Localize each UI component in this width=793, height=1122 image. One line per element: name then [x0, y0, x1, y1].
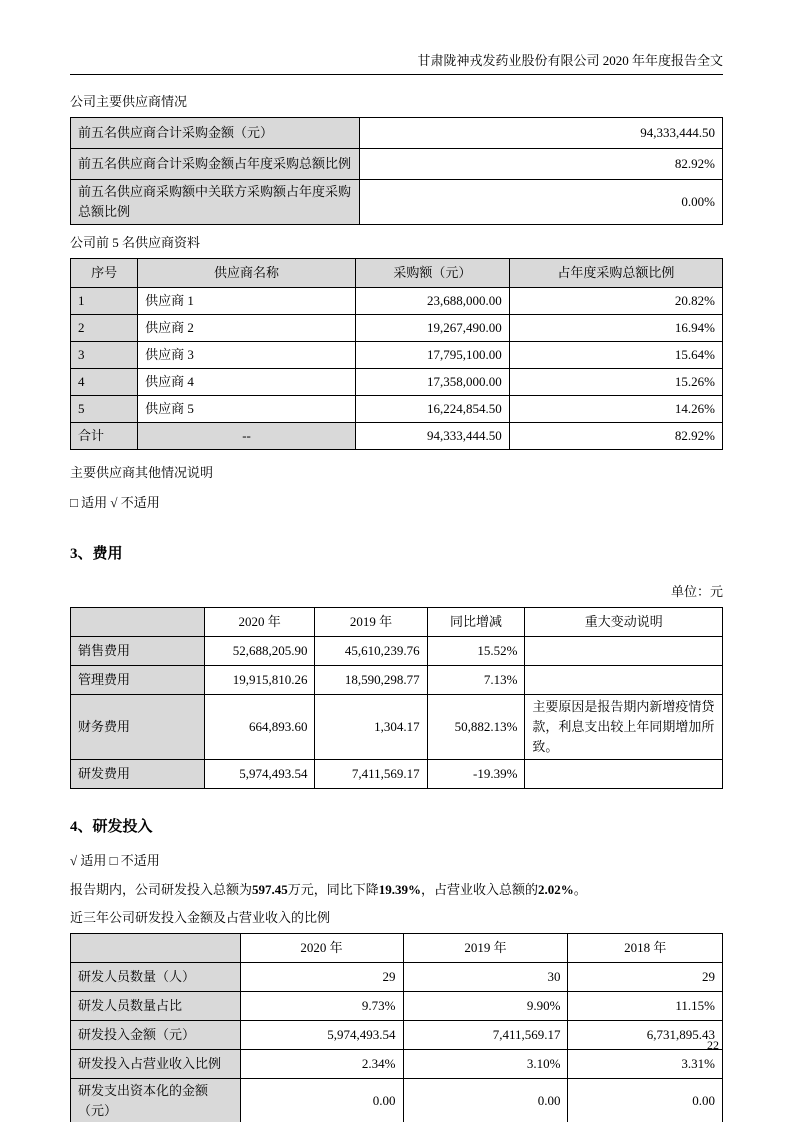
cell-2020-value: 9.73%	[240, 992, 403, 1021]
column-header-2018: 2018 年	[568, 934, 723, 963]
cell-2020-value: 29	[240, 963, 403, 992]
cell-change-note	[525, 666, 723, 695]
cell-2018-value: 6,731,895.43	[568, 1021, 723, 1050]
cell-2020-value: 5,974,493.54	[204, 760, 315, 789]
cell-change-note	[525, 760, 723, 789]
cell-change-value: 15.52%	[427, 637, 525, 666]
supplier-summary-table	[70, 117, 723, 225]
table-total-row	[71, 423, 723, 450]
table-row	[71, 369, 723, 396]
cell-no: 5	[71, 396, 138, 423]
cell-expense-label: 管理费用	[71, 666, 205, 695]
cell-2019-value: 7,411,569.17	[403, 1021, 568, 1050]
rnd-section-heading: 4、研发投入	[70, 819, 153, 835]
cell-2019-value: 3.10%	[403, 1050, 568, 1079]
supplier-section-title: 公司主要供应商情况	[70, 94, 188, 109]
table-row	[71, 637, 723, 666]
table-row	[71, 992, 723, 1021]
cell-value: 0.00%	[360, 180, 723, 225]
cell-supplier-name: 供应商 3	[138, 342, 356, 369]
column-header-2019: 2019 年	[403, 934, 568, 963]
cell-2019-value: 30	[403, 963, 568, 992]
cell-label: 前五名供应商合计采购金额（元）	[71, 118, 360, 149]
rnd-revenue-percent: 2.02%	[538, 882, 574, 897]
table-row	[71, 149, 723, 180]
cell-label: 前五名供应商合计采购金额占年度采购总额比例	[71, 149, 360, 180]
rnd-applicability-line: √ 适用 □ 不适用	[70, 853, 160, 868]
table-row	[71, 288, 723, 315]
cell-total-name: --	[138, 423, 356, 450]
column-header-2019: 2019 年	[315, 608, 427, 637]
rnd-table	[70, 933, 723, 1122]
unit-label: 单位：元	[670, 584, 723, 599]
cell-2019-value: 18,590,298.77	[315, 666, 427, 695]
column-header-no: 序号	[71, 259, 138, 288]
cell-ratio: 15.64%	[509, 342, 722, 369]
cell-amount: 17,795,100.00	[355, 342, 509, 369]
cell-rnd-label: 研发投入占营业收入比例	[71, 1050, 241, 1079]
table-row	[71, 1050, 723, 1079]
cell-2019-value: 9.90%	[403, 992, 568, 1021]
cell-expense-label: 财务费用	[71, 695, 205, 760]
cell-total-label: 合计	[71, 423, 138, 450]
rnd-summary-text: 报告期内，公司研发投入总额为	[70, 882, 253, 897]
expenses-section-heading: 3、费用	[70, 546, 123, 562]
rnd-total-amount: 597.45	[252, 882, 288, 897]
table-row	[71, 963, 723, 992]
cell-2020-value: 2.34%	[240, 1050, 403, 1079]
cell-2018-value: 29	[568, 963, 723, 992]
rnd-summary-sentence	[70, 881, 723, 899]
cell-supplier-name: 供应商 1	[138, 288, 356, 315]
cell-no: 3	[71, 342, 138, 369]
cell-change-note: 主要原因是报告期内新增疫情贷款，利息支出较上年同期增加所致。	[525, 695, 723, 760]
table-row	[71, 760, 723, 789]
cell-change-value: 50,882.13%	[427, 695, 525, 760]
table-row	[71, 180, 723, 225]
cell-amount: 17,358,000.00	[355, 369, 509, 396]
column-header-ratio: 占年度采购总额比例	[509, 259, 722, 288]
supplier-applicability-line: □ 适用 √ 不适用	[70, 495, 160, 510]
table-row	[71, 695, 723, 760]
cell-change-value: -19.39%	[427, 760, 525, 789]
cell-value: 82.92%	[360, 149, 723, 180]
cell-no: 4	[71, 369, 138, 396]
cell-2020-value: 664,893.60	[204, 695, 315, 760]
cell-2020-value: 5,974,493.54	[240, 1021, 403, 1050]
table-row	[71, 1079, 723, 1122]
column-header-2020: 2020 年	[240, 934, 403, 963]
cell-no: 1	[71, 288, 138, 315]
rnd-table-caption: 近三年公司研发投入金额及占营业收入的比例	[70, 910, 331, 925]
column-header-blank	[71, 608, 205, 637]
cell-supplier-name: 供应商 4	[138, 369, 356, 396]
page-header	[70, 50, 723, 75]
report-title: 甘肃陇神戎发药业股份有限公司 2020 年年度报告全文	[417, 53, 723, 68]
table-header-row	[71, 259, 723, 288]
cell-supplier-name: 供应商 5	[138, 396, 356, 423]
rnd-summary-text: ，占营业收入总额的	[421, 882, 539, 897]
cell-2020-value: 19,915,810.26	[204, 666, 315, 695]
column-header-amount: 采购额（元）	[355, 259, 509, 288]
column-header-change: 同比增减	[427, 608, 525, 637]
cell-label: 前五名供应商采购额中关联方采购额占年度采购总额比例	[71, 180, 360, 225]
cell-rnd-label: 研发投入金额（元）	[71, 1021, 241, 1050]
column-header-name: 供应商名称	[138, 259, 356, 288]
table-row	[71, 396, 723, 423]
cell-rnd-label: 研发人员数量占比	[71, 992, 241, 1021]
cell-no: 2	[71, 315, 138, 342]
column-header-2020: 2020 年	[204, 608, 315, 637]
column-header-note: 重大变动说明	[525, 608, 723, 637]
table-header-row	[71, 608, 723, 637]
rnd-decline-percent: 19.39%	[378, 882, 422, 897]
rnd-summary-text: 万元，同比下降	[287, 882, 379, 897]
table-header-row	[71, 934, 723, 963]
cell-change-note	[525, 637, 723, 666]
cell-2020-value: 0.00	[240, 1079, 403, 1122]
cell-ratio: 14.26%	[509, 396, 722, 423]
cell-amount: 16,224,854.50	[355, 396, 509, 423]
cell-2019-value: 0.00	[403, 1079, 568, 1122]
rnd-summary-text: 。	[573, 882, 587, 897]
cell-2018-value: 11.15%	[568, 992, 723, 1021]
cell-ratio: 20.82%	[509, 288, 722, 315]
cell-amount: 23,688,000.00	[355, 288, 509, 315]
cell-value: 94,333,444.50	[360, 118, 723, 149]
cell-expense-label: 研发费用	[71, 760, 205, 789]
cell-2020-value: 52,688,205.90	[204, 637, 315, 666]
expenses-table	[70, 607, 723, 789]
cell-2018-value: 3.31%	[568, 1050, 723, 1079]
table-row	[71, 315, 723, 342]
cell-ratio: 16.94%	[509, 315, 722, 342]
table-row	[71, 1021, 723, 1050]
table-row	[71, 342, 723, 369]
cell-ratio: 15.26%	[509, 369, 722, 396]
cell-expense-label: 销售费用	[71, 637, 205, 666]
cell-2018-value: 0.00	[568, 1079, 723, 1122]
cell-amount: 19,267,490.00	[355, 315, 509, 342]
table-row	[71, 118, 723, 149]
supplier-other-note-label: 主要供应商其他情况说明	[70, 465, 214, 480]
top5-suppliers-table	[70, 258, 723, 450]
cell-rnd-label: 研发人员数量（人）	[71, 963, 241, 992]
cell-rnd-label: 研发支出资本化的金额（元）	[71, 1079, 241, 1122]
table-row	[71, 666, 723, 695]
cell-supplier-name: 供应商 2	[138, 315, 356, 342]
cell-change-value: 7.13%	[427, 666, 525, 695]
cell-total-amount: 94,333,444.50	[355, 423, 509, 450]
cell-2019-value: 45,610,239.76	[315, 637, 427, 666]
cell-2019-value: 1,304.17	[315, 695, 427, 760]
column-header-blank	[71, 934, 241, 963]
top5-suppliers-caption: 公司前 5 名供应商资料	[70, 235, 201, 250]
page-number: 22	[707, 1038, 719, 1052]
cell-2019-value: 7,411,569.17	[315, 760, 427, 789]
cell-total-ratio: 82.92%	[509, 423, 722, 450]
